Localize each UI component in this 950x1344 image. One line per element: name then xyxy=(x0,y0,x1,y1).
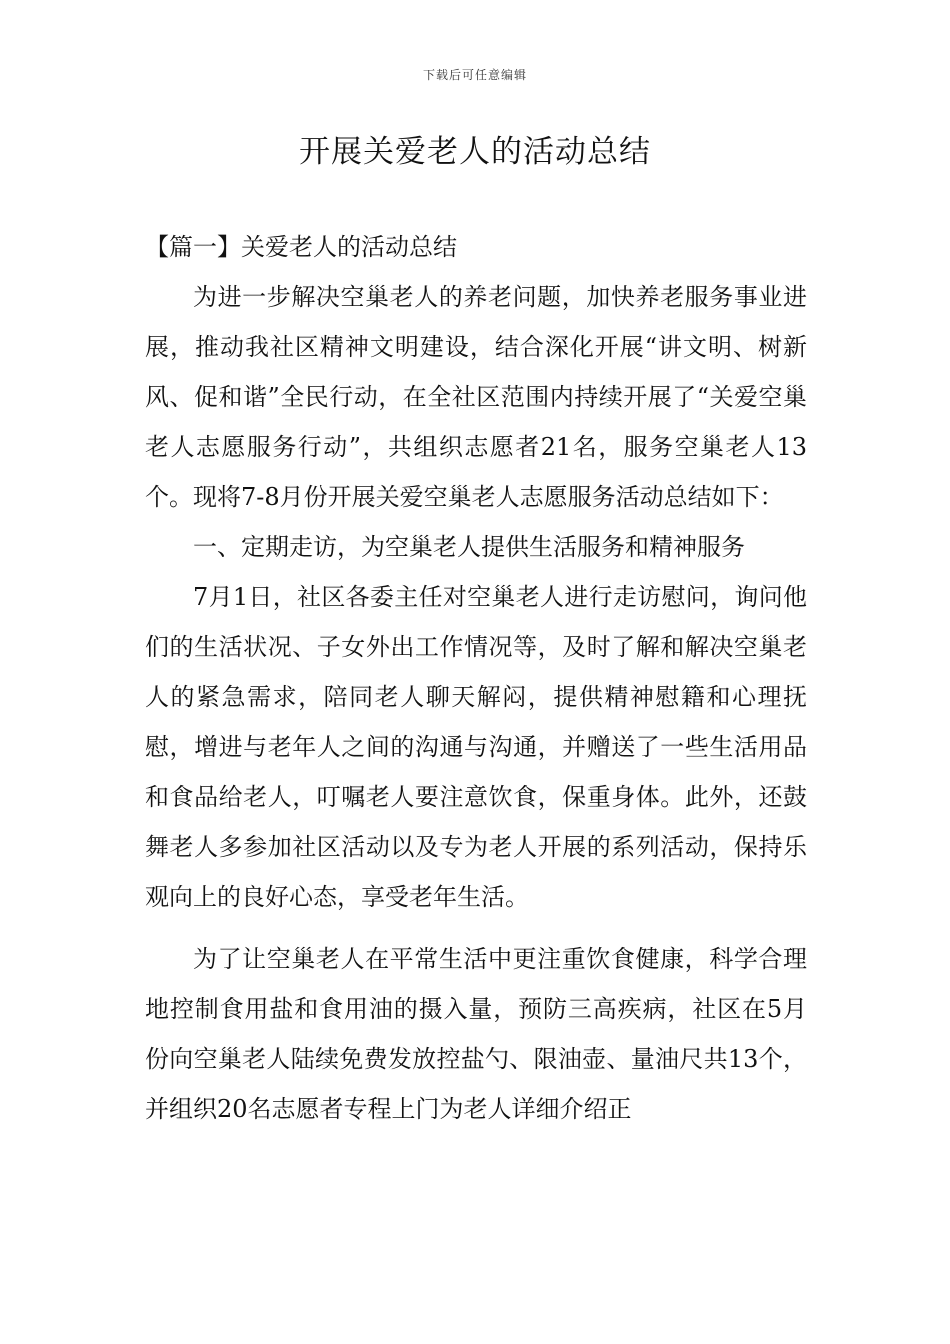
paragraph-visit: 7月1日，社区各委主任对空巢老人进行走访慰问，询问他们的生活状况、子女外出工作情况等，及时了解和解决空巢老人的紧急需求，陪同老人聊天解闷，提供精神慰籍和心理抚慰，增进与老年人之间的沟通与沟通，并赠送了一些生活用品和食品给老人，叮嘱老人要注意饮食，保重身体。此外，还鼓舞老人多参加社区活动以及专为老人开展的系列活动，保持乐观向上的良好心态，享受老年生活。 xyxy=(145,583,807,911)
paragraph-intro: 为进一步解决空巢老人的养老问题，加快养老服务事业进展，推动我社区精神文明建设，结合深化开展“讲文明、树新风、促和谐”全民行动，在全社区范围内持续开展了“关爱空巢老人志愿服务行动”，共组织志愿者21名，服务空巢老人13个。现将7-8月份开展关爱空巢老人志愿服务活动总结如下： xyxy=(145,283,807,511)
paragraph-diet: 为了让空巢老人在平常生活中更注重饮食健康，科学合理地控制食用盐和食用油的摄入量，预防三高疾病，社区在5月份向空巢老人陆续免费发放控盐勺、限油壶、量油尺共13个，并组织20名志愿者专程上门为老人详细介绍正 xyxy=(145,945,807,1123)
section-heading: 【篇一】关爱老人的活动总结 xyxy=(145,233,457,261)
document-title: 开展关爱老人的活动总结 xyxy=(299,134,651,170)
header-note: 下载后可任意编辑 xyxy=(422,68,527,82)
paragraph-subheading: 一、定期走访，为空巢老人提供生活服务和精神服务 xyxy=(193,533,745,561)
document-body xyxy=(145,222,807,1134)
